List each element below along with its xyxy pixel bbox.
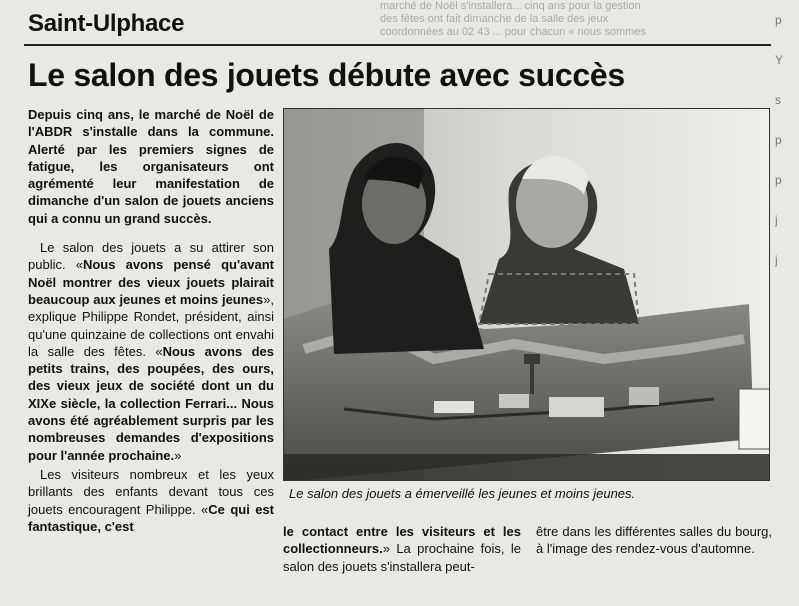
- article-lead: Depuis cinq ans, le marché de Noël de l'ABDR s'installe dans la commune. Alerté par les premiers signes de fatigue, les organisateurs ont agrémenté leur manifestation de dimanche d'un salon de jouets anciens qui a connu un grand succès.: [28, 107, 274, 226]
- article-paragraph-2: [28, 466, 274, 535]
- bleed-line: des fêtes ont fait dimanche de la salle des jeux: [380, 13, 609, 25]
- text-run: Le salon des jouets a su attirer son public. «: [28, 240, 274, 273]
- display-sign: [739, 389, 770, 449]
- text-run: », explique Philippe Rondet, président, ainsi qu'une quinzaine de collections ont envahi la salle des fêtes. «: [28, 291, 274, 359]
- adjacent-column-edge: [775, 0, 799, 606]
- bleed-line: marché de Noël s'installera... cinq ans pour la gestion: [380, 0, 641, 12]
- edge-char: p: [775, 133, 782, 147]
- section-rule: [24, 44, 771, 46]
- photo-caption: Le salon des jouets a émerveillé les jeunes et moins jeunes.: [289, 486, 636, 501]
- article-photo: [283, 108, 770, 481]
- quote-run: Nous avons pensé qu'avant Noël montrer des vieux jouets plairait beaucoup aux jeunes et moins jeunes: [28, 257, 274, 307]
- quote-run: le contact entre les visiteurs et les collectionneurs.: [283, 524, 521, 557]
- edge-char: s: [775, 93, 781, 107]
- table-edge: [284, 454, 770, 481]
- edge-char: Y: [775, 53, 784, 67]
- edge-char: p: [775, 173, 782, 187]
- quote-run: Ce qui est fantastique, c'est: [28, 501, 275, 534]
- text-run: »: [174, 447, 182, 463]
- bleed-line: coordonnées au 02 43 ... pour chacun « nous sommes: [380, 26, 647, 38]
- article-left-column: [28, 106, 274, 537]
- article-paragraph-1: [28, 239, 274, 464]
- model-train: [434, 401, 474, 413]
- quote-run: Nous avons des petits trains, des poupées, des ours, des vieux jeux de société dont un du XIXe siècle, la collection Ferrari... Nous avons été agréablement surpris par les nombreuses demandes d'expositions pour l'année prochaine.: [28, 343, 274, 463]
- edge-char: j: [775, 213, 778, 227]
- photo-illustration: [284, 109, 770, 481]
- edge-char: j: [775, 253, 778, 267]
- article-column-b: [283, 523, 521, 575]
- article-column-c: être dans les différentes salles du bourg, à l'image des rendez-vous d'automne.: [536, 524, 772, 557]
- model-building: [549, 397, 604, 417]
- article-headline: Le salon des jouets débute avec succès: [28, 57, 625, 93]
- section-title: Saint-Ulphace: [28, 10, 185, 37]
- bleed-through-text: [380, 0, 780, 40]
- text-run: Les visiteurs nombreux et les yeux brillants des enfants devant tous ces jouets encouragent Philippe. «: [28, 466, 274, 517]
- text-run: » La prochaine fois, le salon des jouets s'installera peut-: [283, 541, 521, 574]
- edge-char: p: [775, 13, 782, 27]
- water-tower: [524, 354, 540, 364]
